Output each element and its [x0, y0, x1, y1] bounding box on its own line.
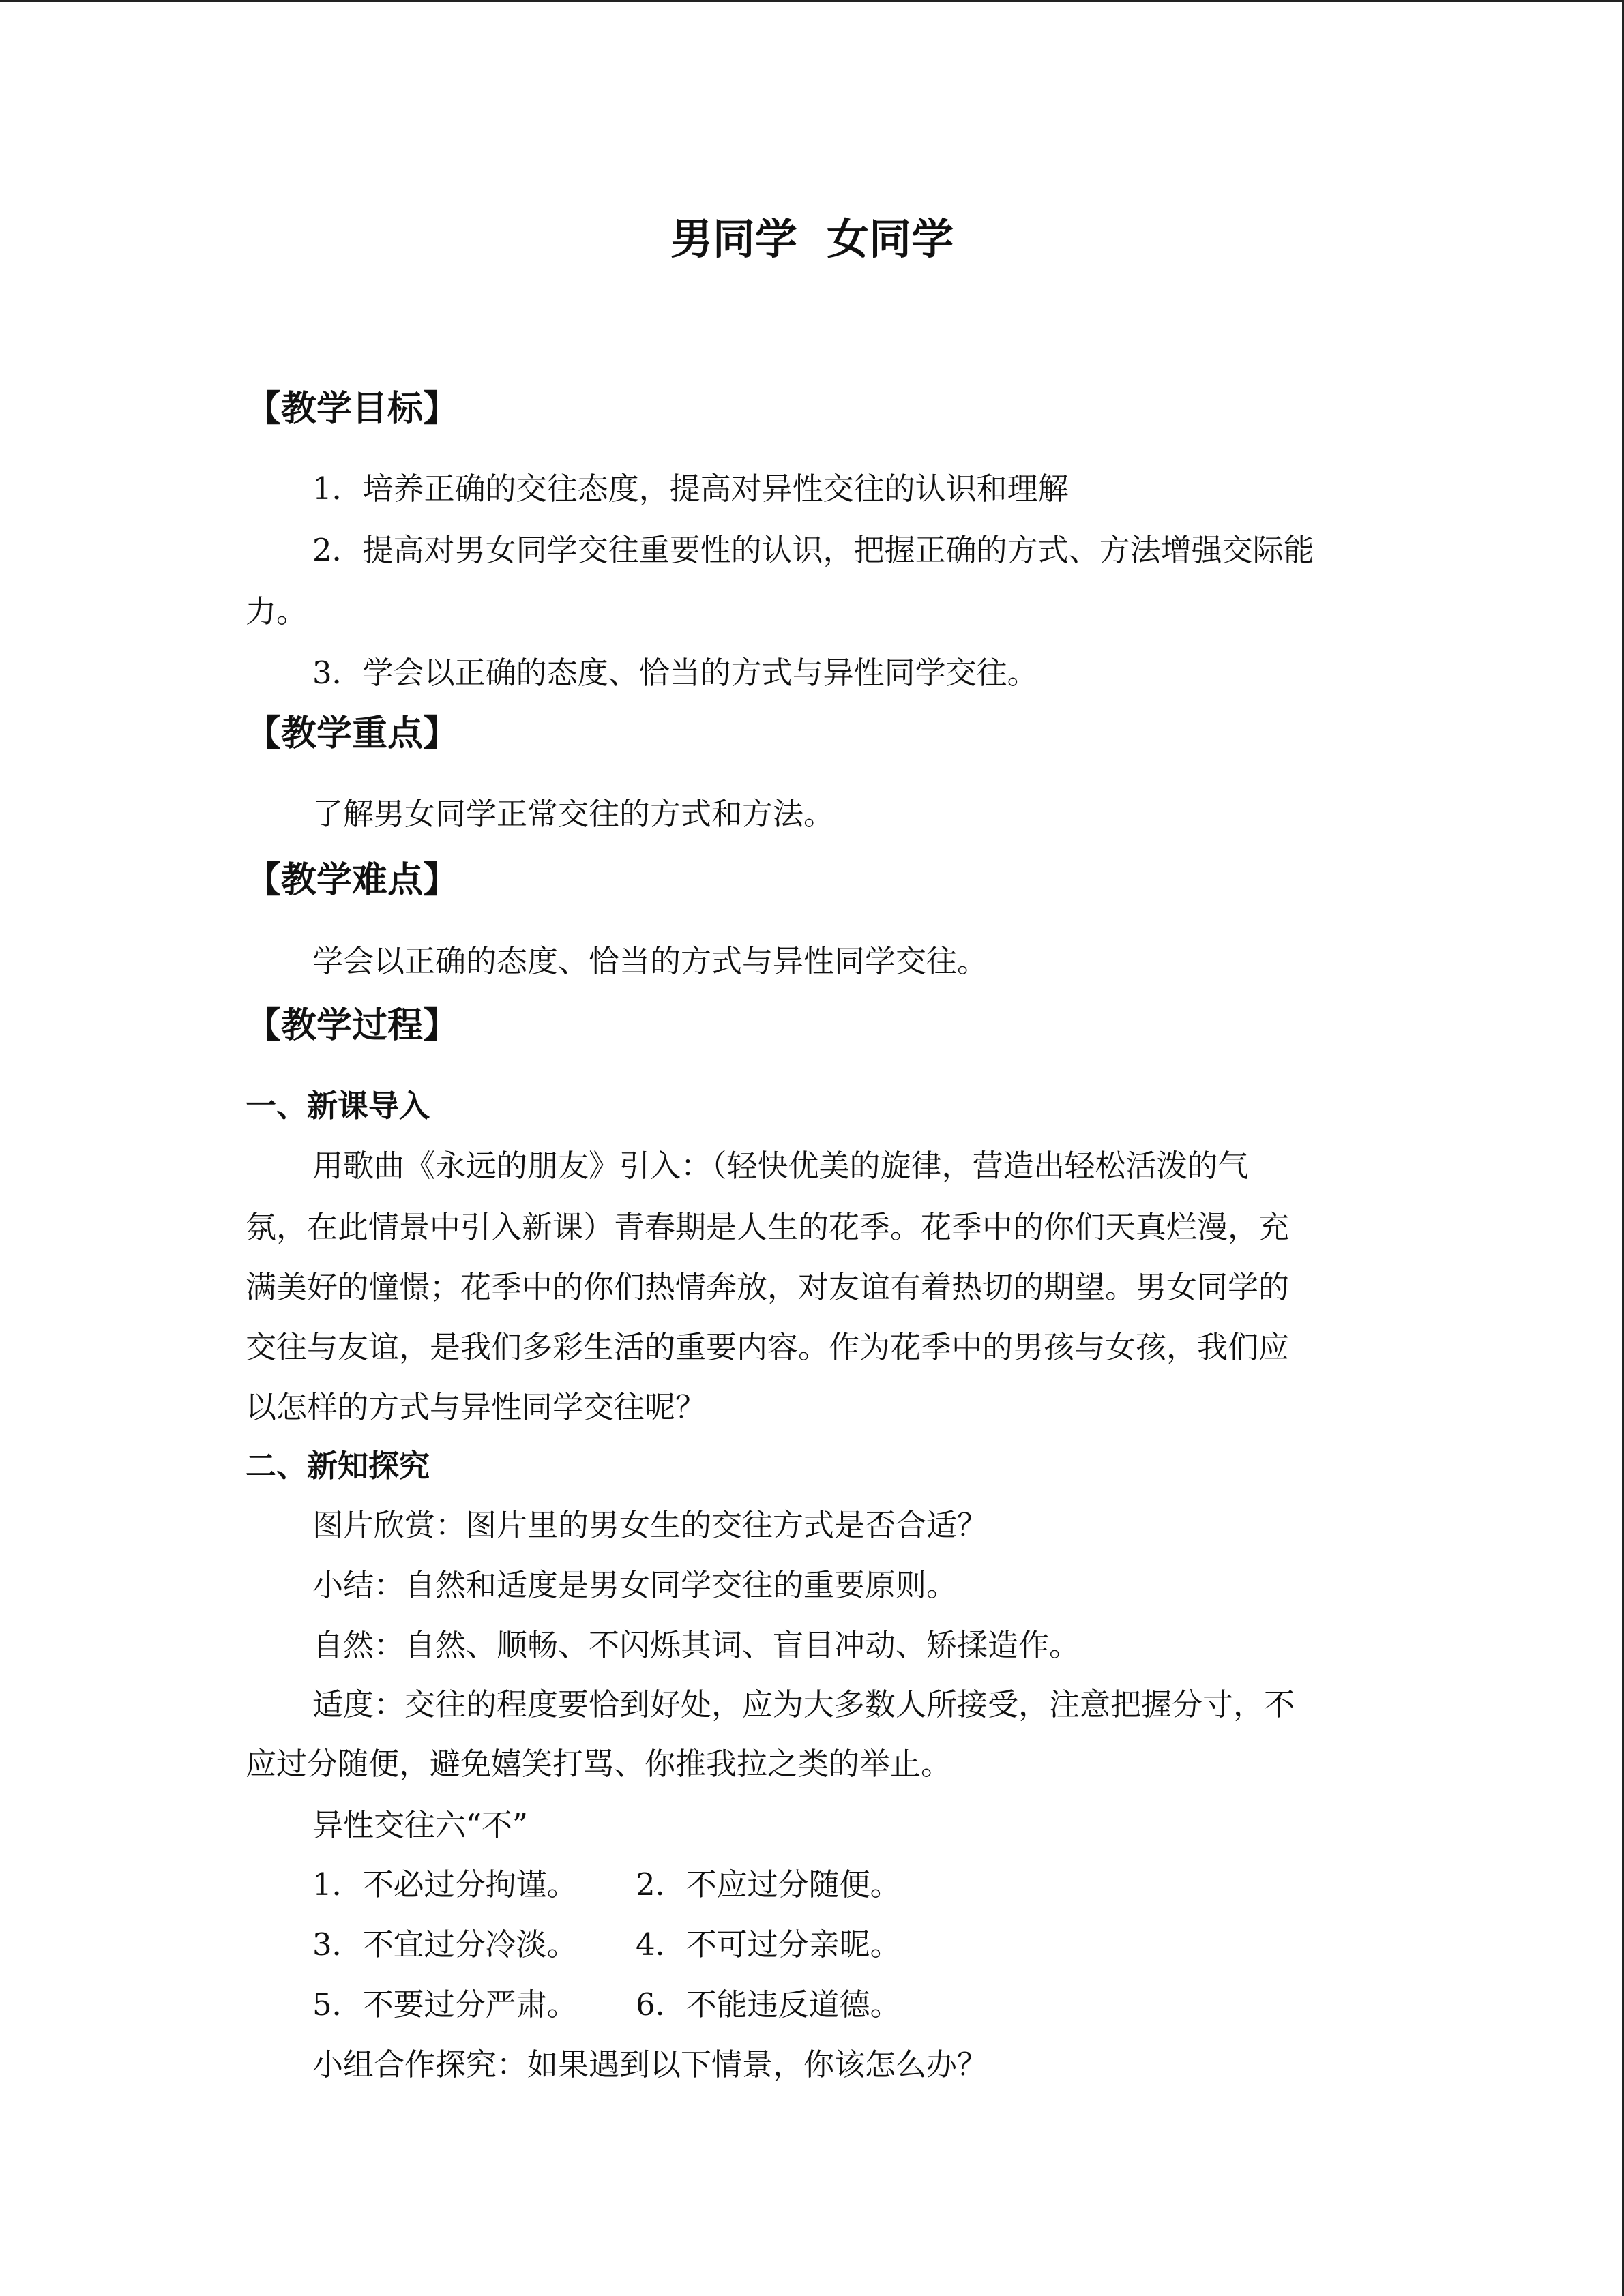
six-no-item-2: 2．不应过分随便。	[636, 1866, 901, 1903]
goal-item-2-continued: 力。	[246, 593, 308, 629]
process-heading: 【教学过程】	[246, 1005, 459, 1046]
section1-line-4: 交往与友谊，是我们多彩生活的重要内容。作为花季中的男孩与女孩，我们应	[246, 1329, 1290, 1365]
section2-group: 小组合作探究：如果遇到以下情景，你该怎么办？	[312, 2046, 988, 2083]
section1-line-5: 以怎样的方式与异性同学交往呢？	[246, 1389, 707, 1425]
six-no-item-3: 3．不宜过分冷淡。	[312, 1926, 578, 1963]
document-title: 男同学 女同学	[670, 214, 954, 264]
goal-item-3: 3．学会以正确的态度、恰当的方式与异性同学交往。	[312, 655, 1038, 691]
section2-heading: 二、新知探究	[246, 1448, 430, 1484]
section1-line-2: 氛，在此情景中引入新课）青春期是人生的花季。花季中的你们天真烂漫，充	[246, 1209, 1290, 1245]
six-no-item-4: 4．不可过分亲昵。	[636, 1926, 901, 1963]
section2-moderate-2: 应过分随便，避免嬉笑打骂、你推我拉之类的举止。	[246, 1746, 952, 1782]
section1-heading: 一、新课导入	[246, 1088, 430, 1124]
goal-item-2: 2．提高对男女同学交往重要性的认识，把握正确的方式、方法增强交际能	[312, 532, 1314, 568]
six-no-item-6: 6．不能违反道德。	[636, 1986, 901, 2023]
difficulties-heading: 【教学难点】	[246, 860, 459, 901]
six-no-item-5: 5．不要过分严肃。	[312, 1986, 578, 2023]
section1-line-3: 满美好的憧憬；花季中的你们热情奔放，对友谊有着热切的期望。男女同学的	[246, 1269, 1290, 1305]
difficulties-text: 学会以正确的态度、恰当的方式与异性同学交往。	[312, 943, 988, 979]
page-top-border	[0, 0, 1624, 2]
six-no-title: 异性交往六“不”	[312, 1807, 529, 1843]
section2-natural: 自然：自然、顺畅、不闪烁其词、盲目冲动、矫揉造作。	[312, 1627, 1080, 1663]
key-points-heading: 【教学重点】	[246, 713, 459, 754]
goal-item-1: 1．培养正确的交往态度，提高对异性交往的认识和理解	[312, 471, 1069, 507]
key-points-text: 了解男女同学正常交往的方式和方法。	[312, 796, 835, 832]
six-no-item-1: 1．不必过分拘谨。	[312, 1866, 578, 1903]
section2-moderate-1: 适度：交往的程度要恰到好处，应为大多数人所接受，注意把握分寸，不	[312, 1686, 1295, 1723]
goals-heading: 【教学目标】	[246, 389, 459, 430]
section2-summary: 小结：自然和适度是男女同学交往的重要原则。	[312, 1567, 958, 1603]
section1-line-1: 用歌曲《永远的朋友》引入：（轻快优美的旋律，营造出轻松活泼的气	[312, 1148, 1249, 1184]
section2-picture: 图片欣赏：图片里的男女生的交往方式是否合适？	[312, 1507, 988, 1543]
